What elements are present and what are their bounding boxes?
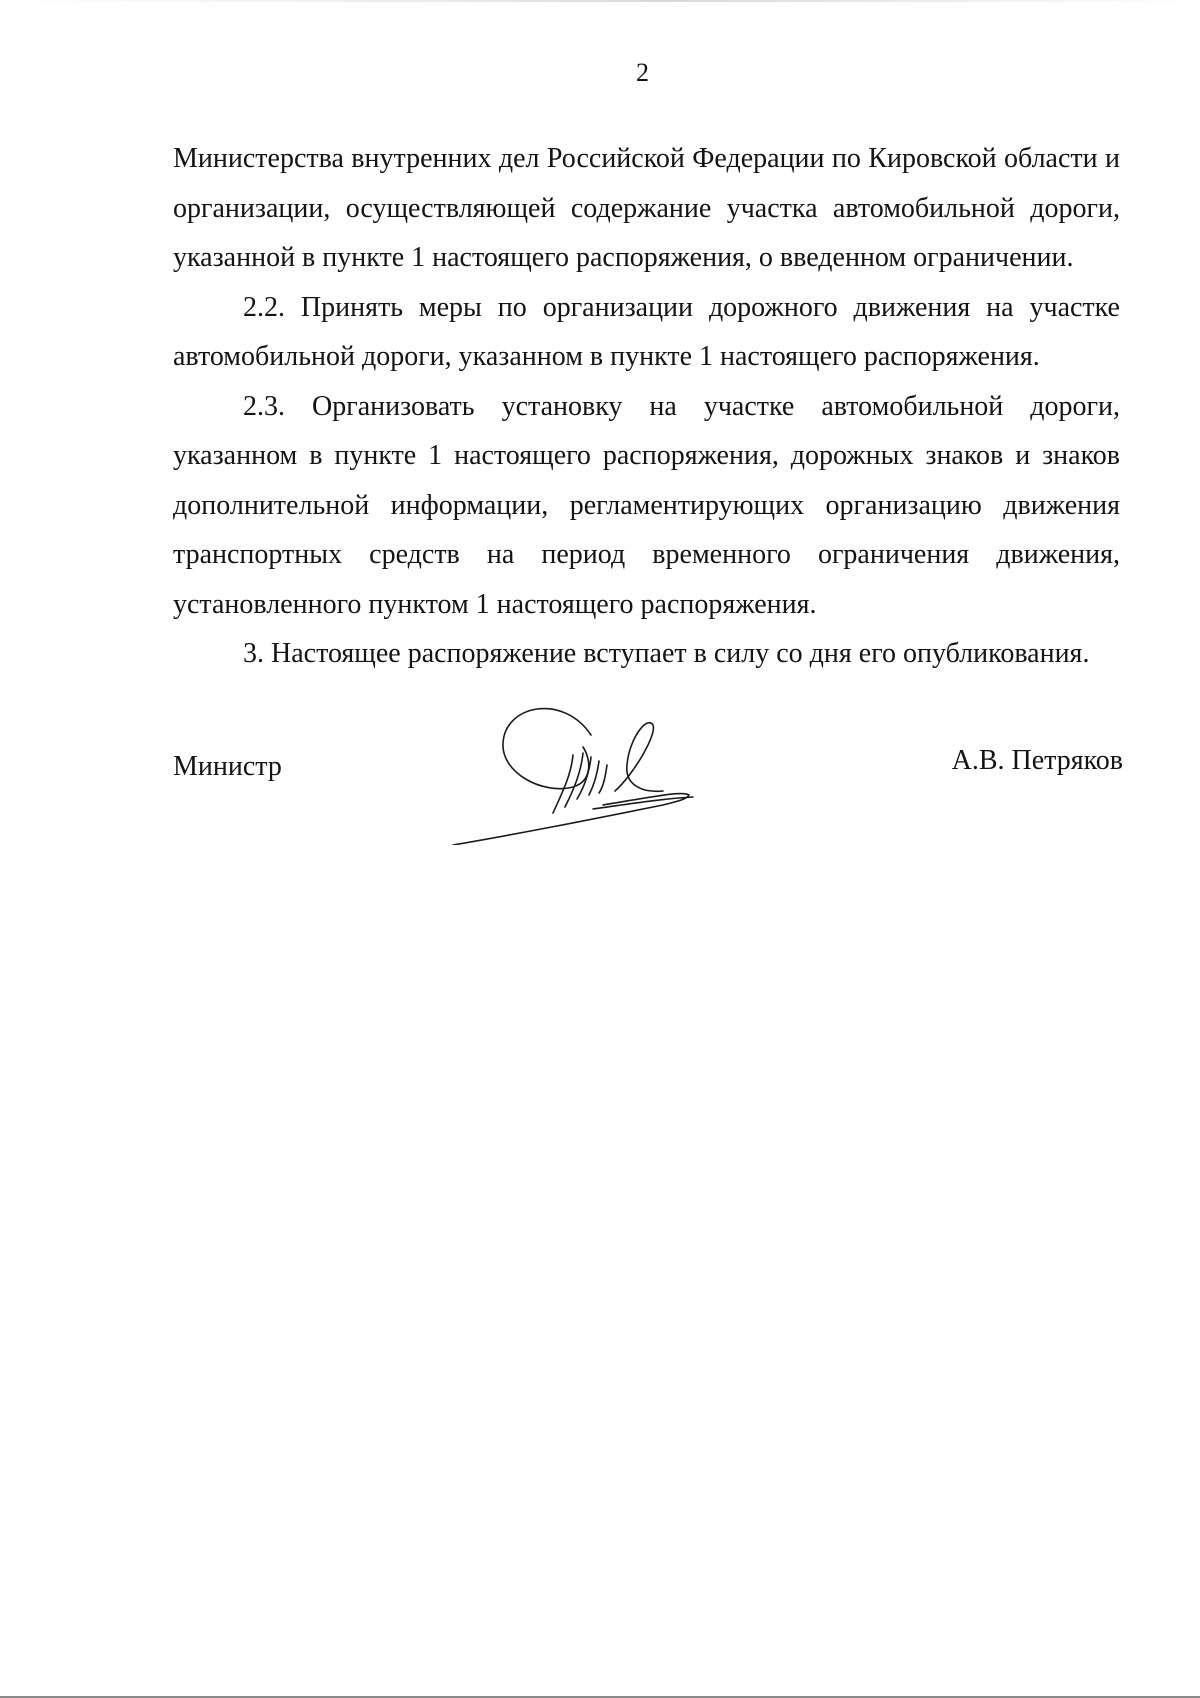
paragraph-item-2-2: 2.2. Принять меры по организации дорожного движения на участке автомобильной дороги, указанном в пункте 1 настоящего распоряжения. [173, 291, 1120, 372]
document-body [173, 134, 1120, 679]
paragraph-continuation: Министерства внутренних дел Российской Федерации по Кировской области и организации, осуществляющей содержание участка автомобильной дороги, указанной в пункте 1 настоящего распоряжения, о введенном ограничении. [173, 143, 1120, 273]
scan-edge-top [0, 0, 1200, 2]
page-number: 2 [636, 58, 649, 87]
handwritten-signature-icon [443, 695, 713, 845]
paragraph-item-2-3: 2.3. Организовать установку на участке автомобильной дороги, указанном в пункте 1 настоящего распоряжения, дорожных знаков и знаков дополнительной информации, регламентирующих организацию движения транспортных средств на период временного ограничения движения, установленного пунктом 1 настоящего распоряжения. [173, 390, 1120, 620]
signer-title: Министр [173, 751, 282, 782]
signature-block [173, 735, 1123, 845]
paragraph-item-3: 3. Настоящее распоряжение вступает в силу со дня его опубликования. [243, 638, 1090, 669]
signer-name: А.В. Петряков [951, 745, 1123, 776]
